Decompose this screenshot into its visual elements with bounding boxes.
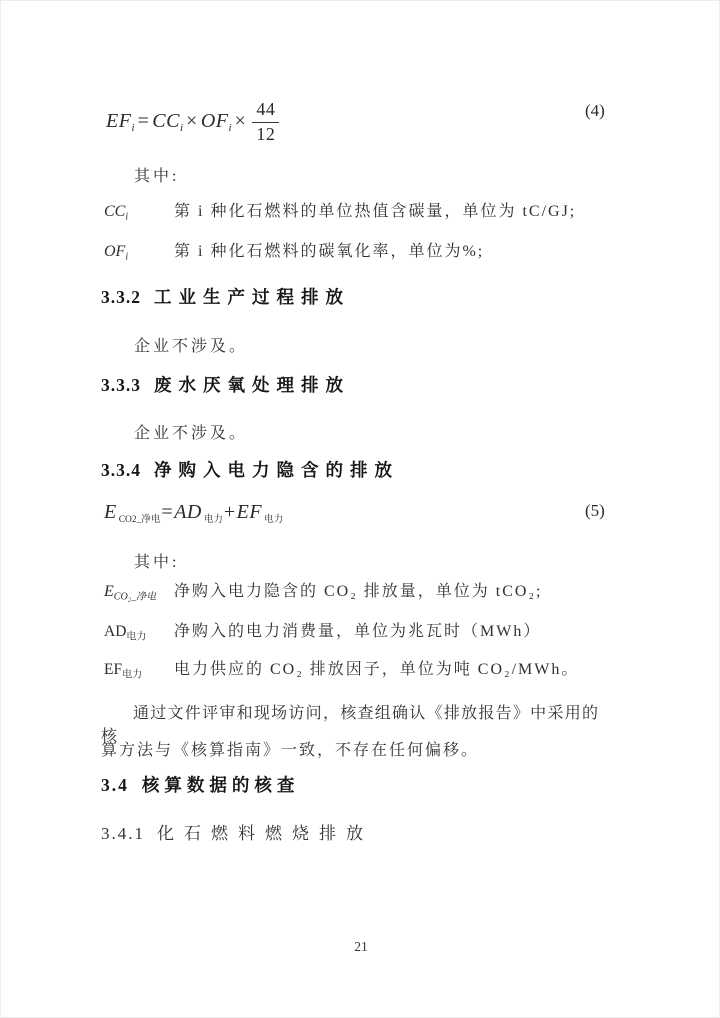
definition-text: 净购入的电力消费量，单位为兆瓦时（MWh）: [174, 623, 542, 640]
definition-text: 第 i 种化石燃料的碳氧化率，单位为%;: [174, 243, 485, 260]
where-label-1: 其中:: [134, 168, 180, 185]
plus-sign: +: [223, 501, 236, 523]
heading-number: 3.4: [101, 775, 129, 795]
conclusion-line-1: 通过文件评审和现场访问，核查组确认《排放报告》中采用的核: [101, 705, 599, 745]
formula4-term1: $CC_i$: [152, 110, 184, 135]
symbol-ad: $AD_{电力}$: [104, 623, 147, 643]
definition-text: 净购入电力隐含的 CO₂ 排放量，单位为 tCO₂;: [174, 583, 543, 600]
equation-tag-4: (4): [585, 101, 605, 120]
where-label-2: 其中:: [134, 554, 180, 571]
formula-5: [104, 501, 283, 525]
definition-text: 第 i 种化石燃料的单位热值含碳量，单位为 tC/GJ;: [174, 203, 577, 220]
formula4-term2: $OF_i$: [200, 110, 232, 135]
section-heading-3-4: [101, 772, 299, 797]
definition-row-ad: [104, 618, 634, 643]
multiply-sign: ×: [186, 110, 198, 133]
definition-row-cc: [104, 198, 634, 223]
heading-title: 化石燃料燃烧排放: [157, 824, 373, 843]
paragraph-3-3-2: 企业不涉及。: [134, 338, 249, 355]
definition-text: 电力供应的 CO₂ 排放因子，单位为吨 CO₂/MWh。: [174, 661, 580, 678]
formula-4: [106, 99, 279, 146]
equation-tag-5: (5): [585, 501, 605, 520]
section-heading-3-4-1: [101, 819, 373, 844]
formula4-lhs: $EF_i$: [106, 110, 135, 135]
page-number: 21: [354, 939, 368, 954]
definition-row-e: [104, 578, 634, 603]
heading-number: 3.3.3: [101, 375, 141, 395]
symbol-cc: $CC_i$: [104, 203, 129, 223]
symbol-e-co2: $E_{CO_2\_净电}$: [104, 583, 157, 603]
conclusion-line-2: 算方法与《核算指南》一致，不存在任何偏移。: [101, 742, 480, 759]
definition-row-ef: [104, 656, 634, 681]
section-heading-3-3-2: [101, 284, 350, 309]
formula5-term-ef: EF $_{电力}$: [236, 501, 284, 525]
heading-number: 3.3.4: [101, 460, 141, 480]
equals-sign: =: [137, 110, 150, 133]
formula5-lhs: E $_{CO2\_净电}$: [104, 501, 161, 525]
heading-number: 3.4.1: [101, 824, 145, 843]
paragraph-3-3-3: 企业不涉及。: [134, 425, 249, 442]
definition-row-of: [104, 238, 634, 263]
equals-sign: =: [161, 501, 174, 523]
heading-title: 核算数据的核查: [141, 775, 300, 795]
section-heading-3-3-3: [101, 372, 350, 397]
multiply-sign: ×: [234, 110, 247, 133]
symbol-ef: $EF_{电力}$: [104, 661, 143, 681]
fraction-44-12: $\frac{44}{12}$: [252, 99, 279, 146]
heading-number: 3.3.2: [101, 287, 141, 307]
formula5-term-ad: AD $_{电力}$: [174, 501, 223, 525]
heading-title: 工业生产过程排放: [154, 287, 350, 307]
heading-title: 净购入电力隐含的排放: [154, 460, 399, 480]
section-heading-3-3-4: [101, 457, 399, 482]
symbol-of: $OF_i$: [104, 243, 129, 263]
heading-title: 废水厌氧处理排放: [154, 375, 350, 395]
